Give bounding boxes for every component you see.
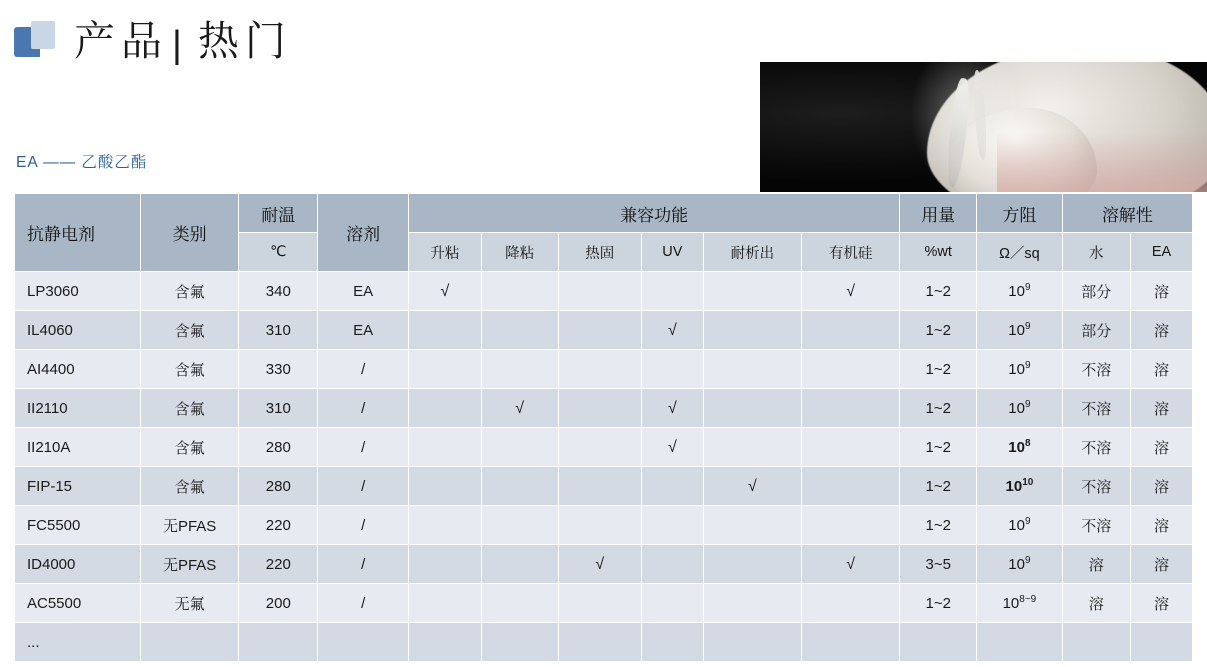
cell-solubility-ea	[1130, 623, 1192, 662]
cell-category: 含氟	[141, 467, 239, 506]
resistance-base: 10	[1005, 478, 1023, 495]
col-header-dosage: 用量	[900, 194, 977, 233]
cell-solvent: EA	[318, 311, 409, 350]
cell-detackify	[481, 467, 558, 506]
cell-sheet-resistance	[977, 389, 1062, 428]
col-header-solubility: 溶解性	[1062, 194, 1192, 233]
table-row	[15, 272, 1193, 311]
cell-thermoset	[558, 389, 641, 428]
cell-category: 含氟	[141, 428, 239, 467]
cell-solvent: EA	[318, 272, 409, 311]
cell-solvent: /	[318, 584, 409, 623]
cell-sheet-resistance	[977, 428, 1062, 467]
subcol-header-tackify: 升粘	[409, 233, 482, 272]
cell-solvent: /	[318, 545, 409, 584]
resistance-base: 10	[1008, 400, 1025, 417]
cell-detackify	[481, 272, 558, 311]
resistance-exponent: 9	[1024, 321, 1031, 332]
cell-sheet-resistance	[977, 506, 1062, 545]
cell-temperature: 220	[239, 545, 318, 584]
cell-tackify	[409, 584, 482, 623]
table-row	[15, 428, 1193, 467]
cell-solubility-ea: 溶	[1130, 272, 1192, 311]
spec-table-container	[14, 193, 1193, 662]
cell-solubility-water: 不溶	[1062, 428, 1130, 467]
cell-uv	[641, 389, 703, 428]
cell-solubility-water: 不溶	[1062, 350, 1130, 389]
resistance-exponent: 9	[1024, 360, 1031, 371]
spec-table	[14, 193, 1193, 662]
cell-dosage: 1~2	[900, 389, 977, 428]
subcol-header-uv: UV	[641, 233, 703, 272]
cell-sheet-resistance	[977, 350, 1062, 389]
cell-temperature: 310	[239, 389, 318, 428]
cell-dosage	[900, 623, 977, 662]
cell-solvent: /	[318, 506, 409, 545]
cell-thermoset	[558, 272, 641, 311]
cell-detackify	[481, 506, 558, 545]
cell-antibleed	[703, 623, 801, 662]
cell-solubility-water: 溶	[1062, 545, 1130, 584]
cell-solubility-ea: 溶	[1130, 428, 1192, 467]
cell-agent-name: ID4000	[15, 545, 141, 584]
cell-temperature: 310	[239, 311, 318, 350]
cell-uv	[641, 467, 703, 506]
col-header-temperature: 耐温	[239, 194, 318, 233]
resistance-base: 10	[1008, 439, 1025, 456]
cell-tackify	[409, 428, 482, 467]
resistance-exponent: 8	[1024, 438, 1031, 449]
cell-category: 无氟	[141, 584, 239, 623]
cell-solubility-ea: 溶	[1130, 311, 1192, 350]
cell-silicone	[802, 584, 900, 623]
subcol-header-water: 水	[1062, 233, 1130, 272]
section-subtitle: EA —— 乙酸乙酯	[16, 154, 148, 171]
cell-solubility-ea: 溶	[1130, 584, 1192, 623]
table-header-main	[15, 194, 1193, 233]
col-header-sheet-resistance: 方阻	[977, 194, 1062, 233]
cell-uv	[641, 584, 703, 623]
cell-agent-name: AC5500	[15, 584, 141, 623]
cell-thermoset	[558, 545, 641, 584]
col-header-solvent: 溶剂	[318, 194, 409, 272]
cell-solubility-water: 溶	[1062, 584, 1130, 623]
cell-sheet-resistance	[977, 623, 1062, 662]
cell-category: 含氟	[141, 389, 239, 428]
cell-solvent: /	[318, 350, 409, 389]
cell-silicone	[802, 623, 900, 662]
subcol-header-silicone: 有机硅	[802, 233, 900, 272]
check-mark-icon: √	[667, 438, 677, 456]
cell-agent-name: LP3060	[15, 272, 141, 311]
cell-solubility-ea: 溶	[1130, 545, 1192, 584]
cell-detackify	[481, 584, 558, 623]
cell-silicone	[802, 506, 900, 545]
table-row	[15, 350, 1193, 389]
resistance-base: 10	[1008, 361, 1025, 378]
cell-agent-name: FIP-15	[15, 467, 141, 506]
resistance-exponent: 8~9	[1019, 594, 1037, 605]
check-mark-icon: √	[748, 477, 757, 495]
cell-agent-name: FC5500	[15, 506, 141, 545]
cell-antibleed	[703, 428, 801, 467]
table-row	[15, 584, 1193, 623]
page-header	[14, 10, 292, 74]
cell-tackify	[409, 272, 482, 311]
cell-temperature: 280	[239, 428, 318, 467]
cell-tackify	[409, 467, 482, 506]
subcol-header-ea: EA	[1130, 233, 1192, 272]
cell-solubility-water: 部分	[1062, 272, 1130, 311]
col-header-category: 类别	[141, 194, 239, 272]
cell-silicone	[802, 350, 900, 389]
cell-antibleed	[703, 545, 801, 584]
cell-dosage: 3~5	[900, 545, 977, 584]
col-header-compatibility: 兼容功能	[409, 194, 900, 233]
cell-solubility-water: 不溶	[1062, 389, 1130, 428]
cell-sheet-resistance	[977, 545, 1062, 584]
cell-tackify	[409, 623, 482, 662]
cell-solvent: /	[318, 428, 409, 467]
cell-dosage: 1~2	[900, 428, 977, 467]
cell-temperature: 280	[239, 467, 318, 506]
cell-silicone	[802, 311, 900, 350]
cell-agent-name: IL4060	[15, 311, 141, 350]
cell-antibleed	[703, 467, 801, 506]
cell-detackify	[481, 311, 558, 350]
cell-thermoset	[558, 506, 641, 545]
table-row	[15, 311, 1193, 350]
cell-dosage: 1~2	[900, 584, 977, 623]
cell-antibleed	[703, 584, 801, 623]
cell-solubility-water: 不溶	[1062, 506, 1130, 545]
table-row	[15, 506, 1193, 545]
cell-category: 无PFAS	[141, 545, 239, 584]
cell-dosage: 1~2	[900, 506, 977, 545]
product-photo	[760, 62, 1207, 192]
table-row	[15, 389, 1193, 428]
resistance-exponent: 9	[1024, 399, 1031, 410]
cell-antibleed	[703, 506, 801, 545]
cell-uv	[641, 272, 703, 311]
cell-agent-name: AI4400	[15, 350, 141, 389]
cell-thermoset	[558, 311, 641, 350]
cell-uv	[641, 545, 703, 584]
page-title-part2: 热门	[197, 17, 292, 64]
cell-dosage: 1~2	[900, 350, 977, 389]
cell-antibleed	[703, 350, 801, 389]
product-logo-icon	[14, 21, 54, 63]
logo-square-front	[31, 21, 55, 49]
subcol-header-antibleed: 耐析出	[703, 233, 801, 272]
cell-uv	[641, 350, 703, 389]
cell-detackify	[481, 545, 558, 584]
cell-uv	[641, 506, 703, 545]
cell-sheet-resistance	[977, 272, 1062, 311]
cell-sheet-resistance	[977, 584, 1062, 623]
cell-sheet-resistance	[977, 311, 1062, 350]
resistance-base: 10	[1002, 595, 1020, 612]
cell-solubility-ea: 溶	[1130, 350, 1192, 389]
check-mark-icon: √	[846, 282, 856, 300]
subcol-header-dosage-unit: %wt	[900, 233, 977, 272]
cell-solvent	[318, 623, 409, 662]
cell-solvent: /	[318, 389, 409, 428]
cell-agent-name: II2110	[15, 389, 141, 428]
col-header-agent: 抗静电剂	[15, 194, 141, 272]
cell-silicone	[802, 428, 900, 467]
cell-uv	[641, 428, 703, 467]
check-mark-icon: √	[846, 555, 856, 573]
resistance-base: 10	[1008, 322, 1025, 339]
cell-tackify	[409, 389, 482, 428]
cell-sheet-resistance	[977, 467, 1062, 506]
cell-temperature: 200	[239, 584, 318, 623]
table-row	[15, 545, 1193, 584]
subcol-header-detackify: 降粘	[481, 233, 558, 272]
resistance-base: 10	[1008, 517, 1025, 534]
check-mark-icon: √	[595, 555, 605, 573]
cell-solvent: /	[318, 467, 409, 506]
cell-thermoset	[558, 350, 641, 389]
cell-thermoset	[558, 428, 641, 467]
cell-agent-name: II210A	[15, 428, 141, 467]
check-mark-icon: √	[667, 399, 677, 417]
cell-dosage: 1~2	[900, 467, 977, 506]
spec-table-body	[15, 272, 1193, 662]
check-mark-icon: √	[440, 282, 450, 300]
cell-category: 含氟	[141, 272, 239, 311]
cell-uv	[641, 623, 703, 662]
cell-silicone	[802, 467, 900, 506]
subcol-header-resistance-unit: Ω／sq	[977, 233, 1062, 272]
cell-silicone	[802, 389, 900, 428]
cell-tackify	[409, 545, 482, 584]
cell-detackify	[481, 389, 558, 428]
cell-thermoset	[558, 584, 641, 623]
cell-solubility-ea: 溶	[1130, 467, 1192, 506]
cell-solubility-ea: 溶	[1130, 389, 1192, 428]
cell-temperature: 340	[239, 272, 318, 311]
cell-solubility-water	[1062, 623, 1130, 662]
cell-tackify	[409, 506, 482, 545]
cell-tackify	[409, 311, 482, 350]
cell-detackify	[481, 350, 558, 389]
resistance-exponent: 9	[1024, 282, 1031, 293]
resistance-exponent: 10	[1022, 477, 1034, 488]
subcol-header-thermoset: 热固	[558, 233, 641, 272]
cell-tackify	[409, 350, 482, 389]
cell-thermoset	[558, 467, 641, 506]
check-mark-icon: √	[515, 399, 524, 417]
cell-agent-name: ...	[15, 623, 141, 662]
table-row	[15, 467, 1193, 506]
page-title	[74, 17, 292, 66]
resistance-base: 10	[1008, 283, 1025, 300]
cell-detackify	[481, 623, 558, 662]
check-mark-icon: √	[667, 321, 677, 339]
table-row	[15, 623, 1193, 662]
cell-solubility-water: 不溶	[1062, 467, 1130, 506]
subcol-header-temperature-unit: ℃	[239, 233, 318, 272]
cell-antibleed	[703, 311, 801, 350]
cell-detackify	[481, 428, 558, 467]
cell-category: 含氟	[141, 350, 239, 389]
cell-temperature: 220	[239, 506, 318, 545]
resistance-exponent: 9	[1024, 555, 1031, 566]
cell-dosage: 1~2	[900, 311, 977, 350]
resistance-base: 10	[1008, 556, 1025, 573]
cell-category: 无PFAS	[141, 506, 239, 545]
cell-silicone	[802, 545, 900, 584]
cell-solubility-ea: 溶	[1130, 506, 1192, 545]
cell-solubility-water: 部分	[1062, 311, 1130, 350]
page-title-part1: 产品	[74, 17, 168, 64]
cell-dosage: 1~2	[900, 272, 977, 311]
cell-temperature	[239, 623, 318, 662]
cell-thermoset	[558, 623, 641, 662]
cell-uv	[641, 311, 703, 350]
title-separator: |	[172, 23, 188, 66]
cell-antibleed	[703, 272, 801, 311]
resistance-exponent: 9	[1024, 516, 1031, 527]
cell-category	[141, 623, 239, 662]
cell-antibleed	[703, 389, 801, 428]
cell-temperature: 330	[239, 350, 318, 389]
cell-silicone	[802, 272, 900, 311]
photo-warm-tint	[997, 132, 1207, 192]
cell-category: 含氟	[141, 311, 239, 350]
